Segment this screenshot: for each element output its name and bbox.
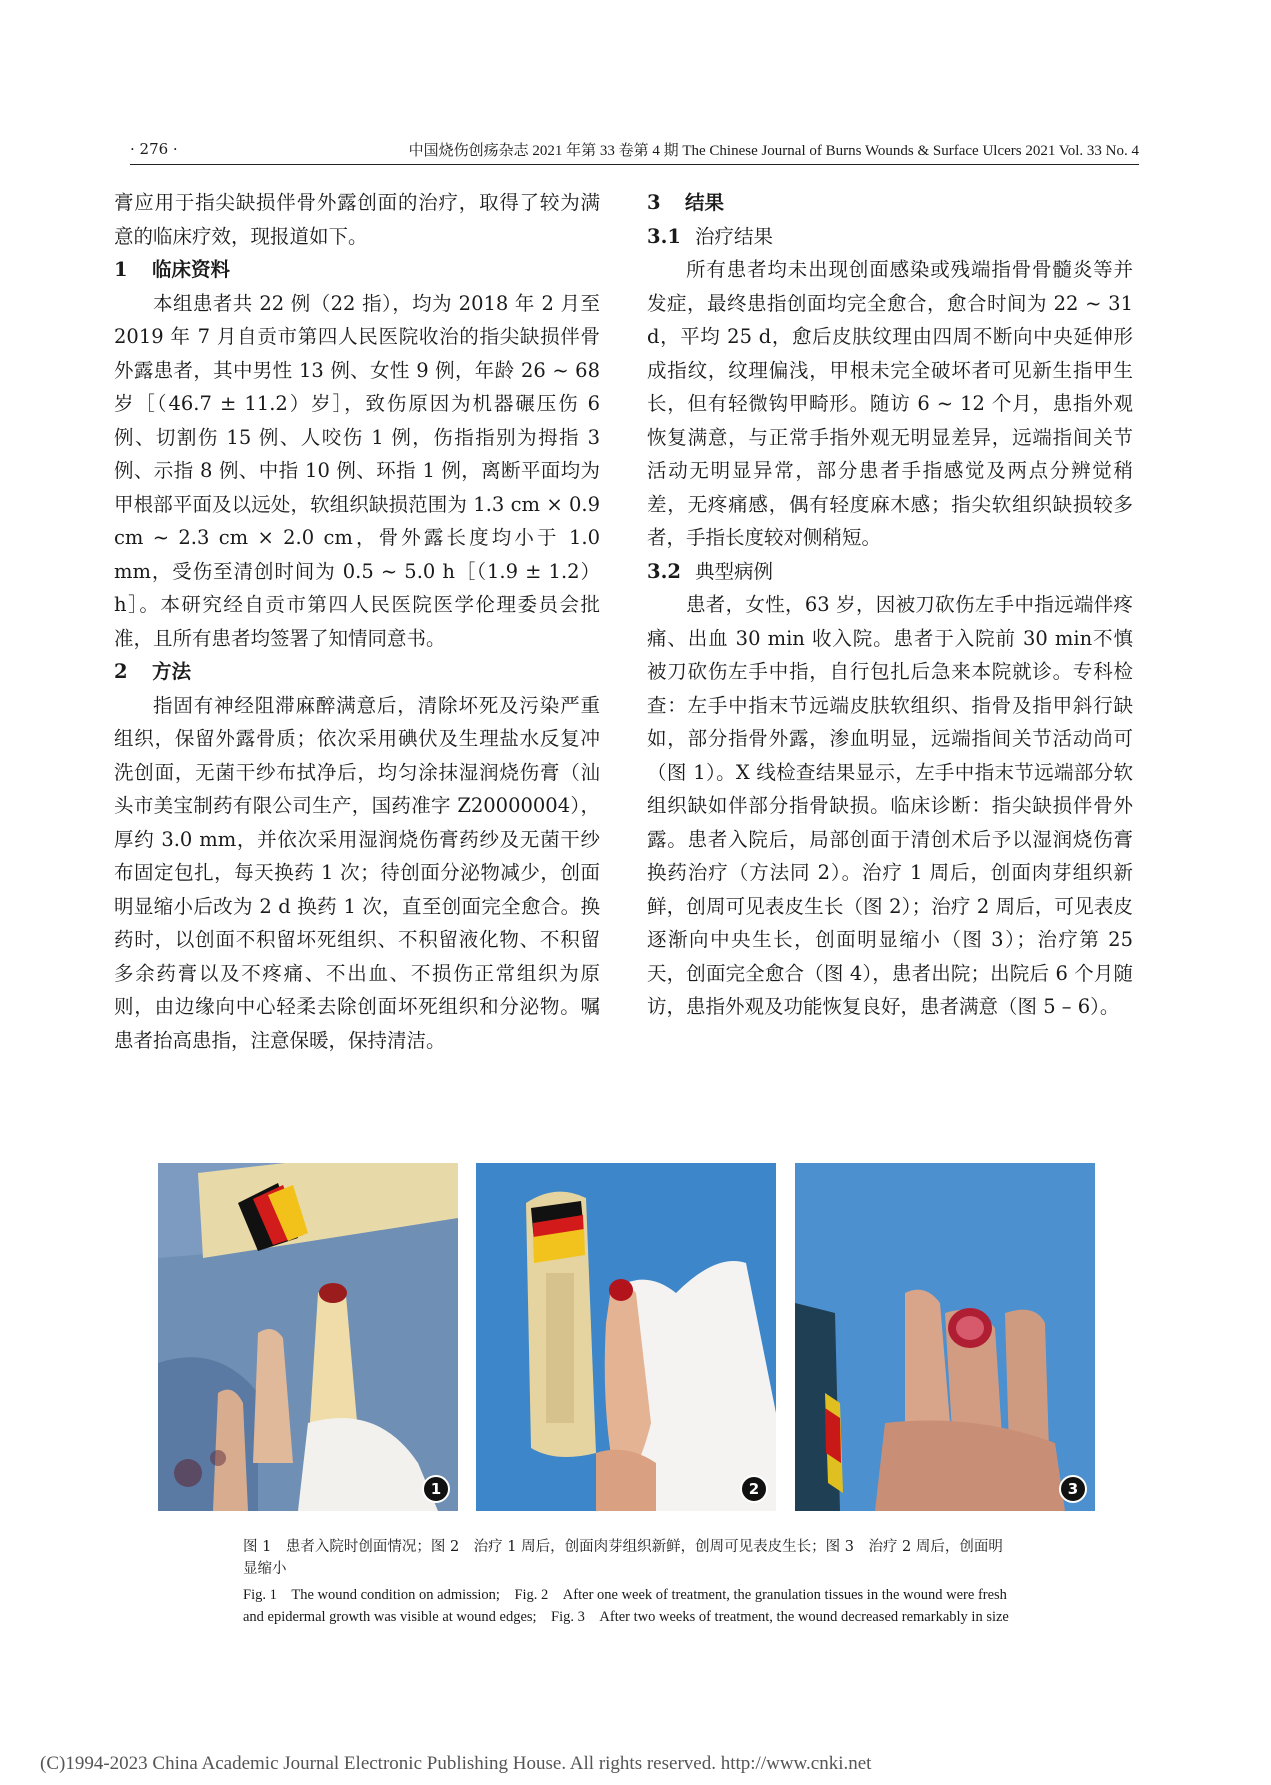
section-3-2-paragraph: 患者，女性，63 岁，因被刀砍伤左手中指远端伴疼痛、出血 30 min 收入院。患者于入院前 30 min不慎被刀砍伤左手中指，自行包扎后急来本院就诊。专科检查：左手中指末节远端皮肤软组织、指骨及指甲斜行缺如，部分指骨外露，渗血明显，远端指间关节活动尚可（图 1）。X 线检查结果显示，左手中指末节远端部分软组织缺如伴部分指骨缺损。临床诊断：指尖缺损伴骨外露。患者入院后，局部创面于清创术后予以湿润烧伤膏换药治疗（方法同 2）。治疗 1 周后，创面肉芽组织新鲜，创周可见表皮生长（图 2）；治疗 2 周后，可见表皮逐渐向中央生长，创面明显缩小（图 3）；治疗第 25 天，创面完全愈合（图 4），患者出院；出院后 6 个月随访，患指外观及功能恢复良好，患者满意（图 5 – 6）。 [647,593,1133,1018]
figure-caption-english [243,1584,1013,1628]
photo-fig3-image [795,1163,1095,1511]
caption-en-text: Fig. 1 The wound condition on admission; Fig. 2 After one week of treatment, the granulation tissues in the wound were fresh and epidermal growth was visible at wound edges; Fig. 3 After two weeks of treatment, the wound decreased remarkably in size [243,1587,1009,1625]
right-column [647,186,1133,1024]
photo-fig1-number: 1 [422,1475,450,1503]
section-number: 2 [114,660,128,683]
photo-fig2-number: 2 [740,1475,768,1503]
journal-title: 中国烧伤创疡杂志 2021 年第 33 卷第 4 期 The Chinese Journal of Burns Wounds & Surface Ulcers 2021 Vol. 33 No. 4 [408,142,1139,159]
header-rule [130,164,1139,165]
left-column [114,186,600,1057]
section-3-heading [647,186,1133,220]
running-header [130,136,1139,162]
caption-zh-text: 图 1 患者入院时创面情况；图 2 治疗 1 周后，创面肉芽组织新鲜，创周可见表皮生长；图 3 治疗 2 周后，创面明显缩小 [243,1539,1003,1577]
section-title: 临床资料 [152,258,231,281]
section-title: 结果 [685,191,725,214]
copyright-footer: (C)1994-2023 China Academic Journal Electronic Publishing House. All rights reserved. http://www.cnki.net [40,1753,872,1774]
figure-caption-chinese [243,1536,1013,1580]
section-3-1-heading [647,220,1133,254]
figure-panel [158,1163,1095,1511]
photo-fig3-number: 3 [1059,1475,1087,1503]
section-number: 3 [647,191,661,214]
page-number: · 276 · [130,140,178,158]
section-number: 3.2 [647,559,681,583]
section-3-2-heading [647,555,1133,589]
section-title: 方法 [152,660,192,683]
section-number: 3.1 [647,224,681,248]
photo-fig1 [158,1163,458,1511]
photo-fig2-image [476,1163,776,1511]
photo-fig1-image [158,1163,458,1511]
section-title: 典型病例 [695,559,774,583]
section-number: 1 [114,258,128,281]
section-title: 治疗结果 [695,224,774,248]
photo-fig3 [795,1163,1095,1511]
section-1-paragraph: 本组患者共 22 例（22 指），均为 2018 年 2 月至 2019 年 7 月自贡市第四人民医院收治的指尖缺损伴骨外露患者，其中男性 13 例、女性 9 例，年龄 26 ~ 68 岁［（46.7 ± 11.2）岁］，致伤原因为机器碾压伤 6 例、切割伤 15 例、人咬伤 1 例，伤指指别为拇指 3 例、示指 8 例、中指 10 例、环指 1 例，离断平面均为甲根部平面及以远处，软组织缺损范围为 1.3 cm × 0.9 cm ~ 2.3 cm × 2.0 cm，骨外露长度均小于 1.0 mm，受伤至清创时间为 0.5 ~ 5.0 h［（1.9 ± 1.2）h］。本研究经自贡市第四人民医院医学伦理委员会批准，且所有患者均签署了知情同意书。 [114,291,600,650]
intro-paragraph: 膏应用于指尖缺损伴骨外露创面的治疗，取得了较为满意的临床疗效，现报道如下。 [114,191,600,248]
section-2-paragraph: 指固有神经阻滞麻醉满意后，清除坏死及污染严重组织，保留外露骨质；依次采用碘伏及生理盐水反复冲洗创面，无菌干纱布拭净后，均匀涂抹湿润烧伤膏（汕头市美宝制药有限公司生产，国药准字 Z20000004），厚约 3.0 mm，并依次采用湿润烧伤膏药纱及无菌干纱布固定包扎，每天换药 1 次；待创面分泌物减少，创面明显缩小后改为 2 d 换药 1 次，直至创面完全愈合。换药时，以创面不积留坏死组织、不积留液化物、不积留多余药膏以及不疼痛、不出血、不损伤正常组织为原则，由边缘向中心轻柔去除创面坏死组织和分泌物。嘱患者抬高患指，注意保暖，保持清洁。 [114,693,600,1052]
photo-fig2 [476,1163,776,1511]
section-2-heading [114,655,600,689]
section-1-heading [114,253,600,287]
section-3-1-paragraph: 所有患者均未出现创面感染或残端指骨骨髓炎等并发症，最终患指创面均完全愈合，愈合时间为 22 ~ 31 d，平均 25 d，愈后皮肤纹理由四周不断向中央延伸形成指纹，纹理偏浅，甲根未完全破坏者可见新生指甲生长，但有轻微钩甲畸形。随访 6 ~ 12 个月，患指外观恢复满意，与正常手指外观无明显差异，远端指间关节活动无明显异常，部分患者手指感觉及两点分辨觉稍差，无疼痛感，偶有轻度麻木感；指尖软组织缺损较多者，手指长度较对侧稍短。 [647,258,1133,549]
